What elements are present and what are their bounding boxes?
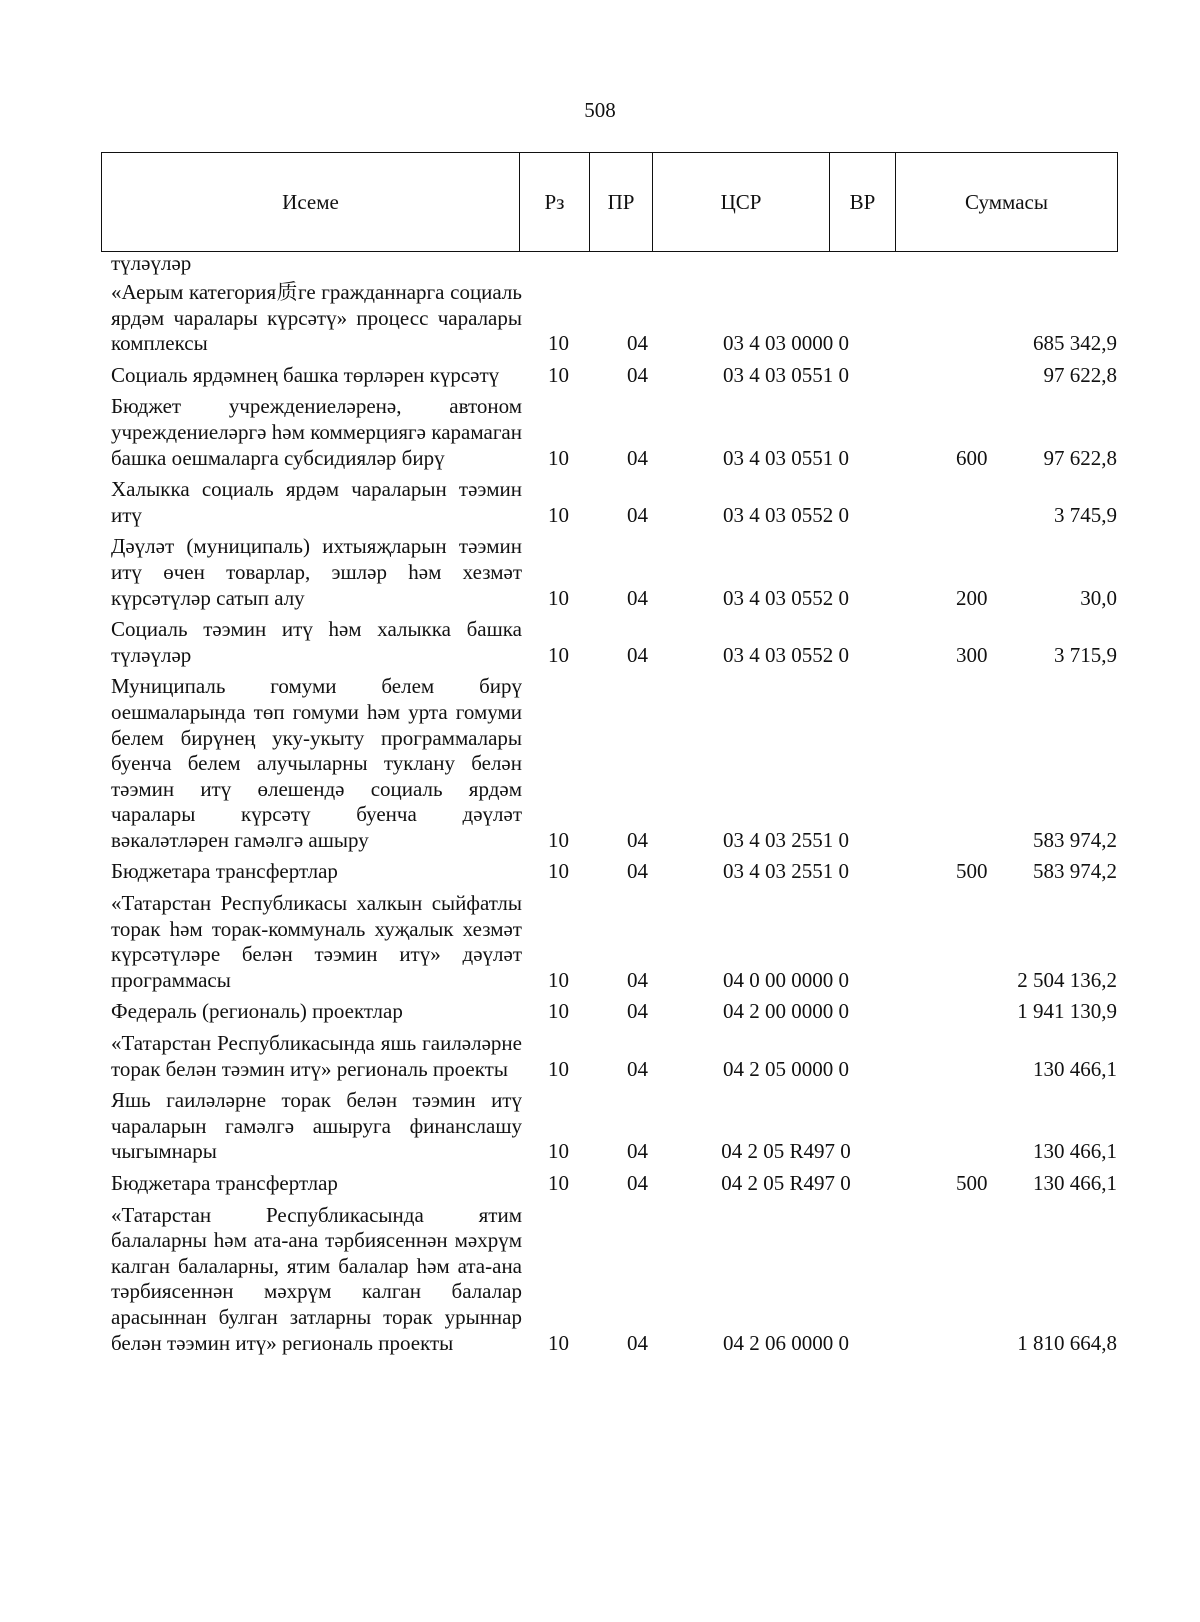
row-name: Социаль тәэмин итү һәм халыкка башка түләүләр bbox=[111, 617, 522, 667]
row-name: «Аерым категория质ге гражданнарга социаль ярдәм чаралары күрсәтү» процесс чаралары комплексы bbox=[111, 280, 522, 356]
row-name: «Татарстан Республикасында яшь гаиләләрне торак белән тәэмин итү» региональ проекты bbox=[111, 1031, 522, 1081]
table-header bbox=[101, 152, 1118, 252]
row-vr: 300 bbox=[956, 642, 988, 667]
row-csr: 04 2 05 R497 0 bbox=[721, 1139, 851, 1164]
row-pr: 04 bbox=[627, 585, 648, 610]
row-csr: 03 4 03 2551 0 bbox=[723, 859, 849, 884]
row-rz: 10 bbox=[548, 445, 569, 470]
row-pr: 04 bbox=[627, 999, 648, 1024]
row-name: Яшь гаиләләрне торак белән тәэмин итү чараларын гамәлгә ашыруга финанслашу чыгымнары bbox=[111, 1088, 522, 1164]
row-rz: 10 bbox=[548, 827, 569, 852]
row-name: «Татарстан Республикасы халкын сыйфатлы торак һәм торак-коммуналь хуҗалык хезмәт күрсәтүләре белән тәэмин итү» дәүләт программасы bbox=[111, 891, 522, 992]
row-vr: 200 bbox=[956, 585, 988, 610]
continuation-text: түләүләр bbox=[111, 251, 192, 275]
table-row bbox=[101, 1088, 1117, 1165]
row-vr: 600 bbox=[956, 445, 988, 470]
row-rz: 10 bbox=[548, 331, 569, 356]
header-csr: ЦСР bbox=[653, 153, 830, 252]
row-sum: 97 622,8 bbox=[1043, 362, 1117, 387]
row-pr: 04 bbox=[627, 1171, 648, 1195]
header-sum: Суммасы bbox=[896, 153, 1118, 252]
row-rz: 10 bbox=[548, 967, 569, 992]
row-vr: 500 bbox=[956, 1171, 988, 1195]
row-csr: 03 4 03 0552 0 bbox=[723, 585, 849, 610]
row-csr: 04 2 06 0000 0 bbox=[723, 1330, 849, 1355]
row-sum: 1 941 130,9 bbox=[1017, 999, 1117, 1024]
table-row bbox=[101, 1031, 1117, 1082]
header-rz: Рз bbox=[520, 153, 590, 252]
row-rz: 10 bbox=[548, 999, 569, 1024]
row-sum: 130 466,1 bbox=[1033, 1139, 1117, 1164]
row-pr: 04 bbox=[627, 502, 648, 527]
row-name: Социаль ярдәмнең башка төрләрен күрсәтү bbox=[111, 362, 500, 387]
row-csr: 03 4 03 0552 0 bbox=[723, 502, 849, 527]
row-sum: 1 810 664,8 bbox=[1017, 1330, 1117, 1355]
row-sum: 30,0 bbox=[1080, 585, 1117, 610]
table-row bbox=[101, 859, 1117, 885]
row-name: Дәүләт (муниципаль) ихтыяҗларын тәэмин итү өчен товарлар, эшләр һәм хезмәт күрсәтүләр сатып алу bbox=[111, 534, 522, 610]
row-pr: 04 bbox=[627, 967, 648, 992]
table-row bbox=[101, 363, 1117, 389]
row-rz: 10 bbox=[548, 1171, 569, 1195]
row-rz: 10 bbox=[548, 362, 569, 387]
header-pr: ПР bbox=[590, 153, 653, 252]
row-rz: 10 bbox=[548, 502, 569, 527]
table-body bbox=[101, 280, 1117, 1362]
table-row bbox=[101, 280, 1117, 357]
table-row bbox=[101, 477, 1117, 528]
row-rz: 10 bbox=[548, 642, 569, 667]
row-name: Халыкка социаль ярдәм чараларын тәэмин итү bbox=[111, 477, 522, 527]
row-name: «Татарстан Республикасында ятим балаларны һәм ата-ана тәрбиясеннән мәхрүм калган балаларны, ятим балалар һәм ата-ана тәрбиясеннән мәхрүм калган балалар арасыннан булган затларны торак урыннар белән тәэмин итү» региональ проекты bbox=[111, 1202, 522, 1355]
row-pr: 04 bbox=[627, 331, 648, 356]
row-sum: 685 342,9 bbox=[1033, 331, 1117, 356]
row-sum: 130 466,1 bbox=[1033, 1171, 1117, 1195]
row-sum: 3 715,9 bbox=[1054, 642, 1117, 667]
row-csr: 03 4 03 0000 0 bbox=[723, 331, 849, 356]
row-csr: 04 0 00 0000 0 bbox=[723, 967, 849, 992]
row-rz: 10 bbox=[548, 1139, 569, 1164]
table-row bbox=[101, 999, 1117, 1025]
row-sum: 97 622,8 bbox=[1043, 445, 1117, 470]
row-name: Бюджетара трансфертлар bbox=[111, 859, 338, 884]
row-sum: 3 745,9 bbox=[1054, 502, 1117, 527]
row-sum: 2 504 136,2 bbox=[1017, 967, 1117, 992]
row-sum: 130 466,1 bbox=[1033, 1056, 1117, 1081]
row-name: Муниципаль гомуми белем бирү оешмаларында төп гомуми һәм урта гомуми белем бирүнең уку-укыту программалары буенча белем алучыларны туклану белән тәэмин итү өлешендә социаль ярдәм чаралары күрсәтү буенча дәүләт вәкаләтләрен гамәлгә ашыру bbox=[111, 674, 522, 852]
row-sum: 583 974,2 bbox=[1033, 859, 1117, 884]
row-csr: 03 4 03 0551 0 bbox=[723, 445, 849, 470]
row-rz: 10 bbox=[548, 1056, 569, 1081]
row-rz: 10 bbox=[548, 1330, 569, 1355]
page-number: 508 bbox=[584, 98, 616, 122]
table-row bbox=[101, 1203, 1117, 1357]
row-csr: 03 4 03 2551 0 bbox=[723, 827, 849, 852]
header-name: Исеме bbox=[102, 153, 520, 252]
row-csr: 04 2 05 0000 0 bbox=[723, 1056, 849, 1081]
table-row bbox=[101, 891, 1117, 993]
row-vr: 500 bbox=[956, 859, 988, 884]
row-sum: 583 974,2 bbox=[1033, 827, 1117, 852]
table-row bbox=[101, 534, 1117, 611]
row-pr: 04 bbox=[627, 1056, 648, 1081]
row-pr: 04 bbox=[627, 642, 648, 667]
row-pr: 04 bbox=[627, 1139, 648, 1164]
row-csr: 04 2 00 0000 0 bbox=[723, 999, 849, 1024]
row-name: Бюджетара трансфертлар bbox=[111, 1171, 338, 1195]
table-row bbox=[101, 1171, 1117, 1197]
table-row bbox=[101, 674, 1117, 853]
row-name: Бюджет учреждениеләренә, автоном учреждениеләргә һәм коммерциягә карамаган башка оешмаларга субсидияләр бирү bbox=[111, 394, 522, 470]
row-csr: 03 4 03 0551 0 bbox=[723, 362, 849, 387]
table-row bbox=[101, 617, 1117, 668]
row-pr: 04 bbox=[627, 445, 648, 470]
row-pr: 04 bbox=[627, 827, 648, 852]
row-csr: 03 4 03 0552 0 bbox=[723, 642, 849, 667]
row-rz: 10 bbox=[548, 859, 569, 884]
row-name: Федераль (региональ) проектлар bbox=[111, 999, 403, 1024]
row-pr: 04 bbox=[627, 859, 648, 884]
row-rz: 10 bbox=[548, 585, 569, 610]
row-pr: 04 bbox=[627, 1330, 648, 1355]
header-vr: ВР bbox=[830, 153, 896, 252]
row-csr: 04 2 05 R497 0 bbox=[721, 1171, 851, 1195]
table-row bbox=[101, 394, 1117, 471]
row-pr: 04 bbox=[627, 362, 648, 387]
